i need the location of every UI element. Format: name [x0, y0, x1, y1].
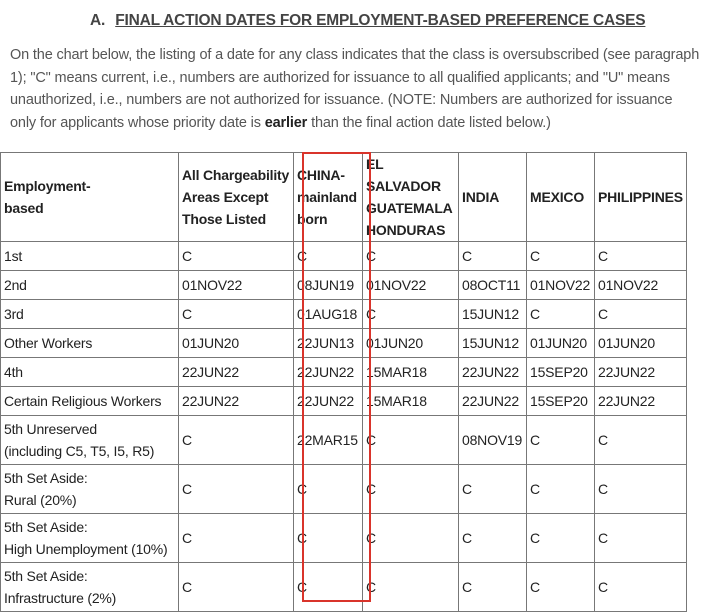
- column-header-line: PHILIPPINES: [598, 189, 683, 205]
- column-header-line: born: [297, 211, 328, 227]
- column-header: [294, 153, 363, 242]
- date-cell: 08JUN19: [294, 271, 363, 300]
- row-category-line: 3rd: [4, 306, 24, 322]
- date-cell: 22JUN22: [179, 387, 294, 416]
- column-header-line: based: [4, 200, 44, 216]
- row-category-line: 4th: [4, 364, 23, 380]
- section-title: FINAL ACTION DATES FOR EMPLOYMENT-BASED PREFERENCE CASES: [115, 12, 646, 29]
- date-cell: 22MAR15: [294, 416, 363, 465]
- date-cell: 22JUN22: [179, 358, 294, 387]
- date-cell: 01AUG18: [294, 300, 363, 329]
- date-cell: 01JUN20: [363, 329, 459, 358]
- date-cell: C: [179, 465, 294, 514]
- row-category: [1, 514, 179, 563]
- column-header: [595, 153, 687, 242]
- date-cell: C: [527, 416, 595, 465]
- column-header: [527, 153, 595, 242]
- table-row: [1, 358, 687, 387]
- row-category-line: 5th Unreserved: [4, 421, 97, 437]
- row-category: [1, 387, 179, 416]
- column-header-line: mainland: [297, 189, 357, 205]
- table-row: [1, 242, 687, 271]
- row-category: [1, 563, 179, 612]
- date-cell: 08OCT11: [459, 271, 527, 300]
- intro-text-before: On the chart below, the listing of a date for any class indicates that the class is oversubscribed (see paragraph 1); "C" means current, i.e., numbers are authorized for issuance to all qualified applicants; and "U" means unauthorized, i.e., numbers are not authorized for issuance. (NOTE: Numbers are authorized for issuance only for applicants whose priority date is: [10, 47, 700, 131]
- date-cell: 01JUN20: [595, 329, 687, 358]
- date-cell: 22JUN22: [459, 387, 527, 416]
- table-row: [1, 465, 687, 514]
- row-category: [1, 358, 179, 387]
- date-cell: C: [363, 465, 459, 514]
- date-cell: 22JUN22: [459, 358, 527, 387]
- date-cell: C: [363, 300, 459, 329]
- date-cell: C: [363, 563, 459, 612]
- intro-paragraph: [10, 44, 700, 134]
- table-row: [1, 300, 687, 329]
- table-row: [1, 329, 687, 358]
- row-category: [1, 416, 179, 465]
- row-category-line: Other Workers: [4, 335, 93, 351]
- date-cell: C: [179, 416, 294, 465]
- date-cell: 15JUN12: [459, 300, 527, 329]
- date-cell: C: [294, 465, 363, 514]
- date-cell: 22JUN22: [294, 358, 363, 387]
- column-header-line: INDIA: [462, 189, 500, 205]
- column-header-line: CHINA-: [297, 167, 345, 183]
- date-cell: 22JUN13: [294, 329, 363, 358]
- row-category: [1, 329, 179, 358]
- date-cell: C: [459, 465, 527, 514]
- row-category-line: Certain Religious Workers: [4, 393, 162, 409]
- date-cell: C: [595, 563, 687, 612]
- date-cell: C: [294, 563, 363, 612]
- section-letter: A.: [90, 12, 106, 29]
- date-cell: C: [294, 242, 363, 271]
- column-header: [459, 153, 527, 242]
- date-cell: 22JUN22: [595, 387, 687, 416]
- date-cell: 01JUN20: [527, 329, 595, 358]
- date-cell: 01NOV22: [363, 271, 459, 300]
- date-cell: 22JUN22: [595, 358, 687, 387]
- row-category: [1, 465, 179, 514]
- date-cell: C: [595, 416, 687, 465]
- date-cell: 01NOV22: [527, 271, 595, 300]
- table-row: [1, 416, 687, 465]
- date-cell: 01JUN20: [179, 329, 294, 358]
- date-cell: 08NOV19: [459, 416, 527, 465]
- date-cell: C: [459, 563, 527, 612]
- date-cell: C: [595, 300, 687, 329]
- date-cell: 01NOV22: [595, 271, 687, 300]
- row-category-line: Infrastructure (2%): [4, 590, 117, 606]
- column-header-line: MEXICO: [530, 189, 585, 205]
- date-cell: C: [363, 514, 459, 563]
- date-cell: C: [363, 416, 459, 465]
- date-cell: C: [527, 242, 595, 271]
- row-category-line: 2nd: [4, 277, 27, 293]
- date-cell: C: [459, 514, 527, 563]
- column-header-line: Those Listed: [182, 211, 266, 227]
- final-action-dates-table: [0, 152, 687, 612]
- table-row: [1, 514, 687, 563]
- date-cell: 15JUN12: [459, 329, 527, 358]
- row-category-line: (including C5, T5, I5, R5): [4, 443, 155, 459]
- date-cell: C: [595, 242, 687, 271]
- date-cell: C: [595, 514, 687, 563]
- table-header-row: [1, 153, 687, 242]
- intro-text-after: than the final action date listed below.): [307, 114, 551, 131]
- column-header-line: GUATEMALA: [366, 200, 453, 216]
- column-header: [179, 153, 294, 242]
- date-cell: 01NOV22: [179, 271, 294, 300]
- date-cell: C: [179, 300, 294, 329]
- date-cell: C: [179, 242, 294, 271]
- intro-emphasis: earlier: [264, 114, 308, 131]
- date-cell: C: [179, 563, 294, 612]
- date-cell: C: [294, 514, 363, 563]
- column-header: [1, 153, 179, 242]
- date-cell: 15SEP20: [527, 358, 595, 387]
- row-category-line: High Unemployment (10%): [4, 541, 168, 557]
- date-cell: C: [179, 514, 294, 563]
- column-header-line: Areas Except: [182, 189, 269, 205]
- row-category: [1, 300, 179, 329]
- date-cell: 15MAR18: [363, 387, 459, 416]
- date-cell: 22JUN22: [294, 387, 363, 416]
- row-category: [1, 271, 179, 300]
- table-row: [1, 271, 687, 300]
- date-cell: C: [527, 514, 595, 563]
- row-category-line: 1st: [4, 248, 23, 264]
- table-row: [1, 387, 687, 416]
- date-cell: 15SEP20: [527, 387, 595, 416]
- section-heading: [90, 12, 700, 30]
- table-row: [1, 563, 687, 612]
- date-cell: C: [527, 300, 595, 329]
- date-cell: C: [527, 563, 595, 612]
- column-header-line: Employment-: [4, 178, 91, 194]
- column-header-line: EL SALVADOR: [366, 156, 441, 194]
- row-category-line: Rural (20%): [4, 492, 77, 508]
- row-category-line: 5th Set Aside:: [4, 519, 88, 535]
- row-category-line: 5th Set Aside:: [4, 568, 88, 584]
- date-cell: C: [527, 465, 595, 514]
- page: [10, 0, 700, 134]
- table-body: [1, 242, 687, 612]
- date-cell: C: [363, 242, 459, 271]
- row-category-line: 5th Set Aside:: [4, 470, 88, 486]
- date-cell: C: [595, 465, 687, 514]
- column-header-line: All Chargeability: [182, 167, 290, 183]
- column-header-line: HONDURAS: [366, 222, 446, 238]
- row-category: [1, 242, 179, 271]
- date-cell: 15MAR18: [363, 358, 459, 387]
- date-cell: C: [459, 242, 527, 271]
- column-header: [363, 153, 459, 242]
